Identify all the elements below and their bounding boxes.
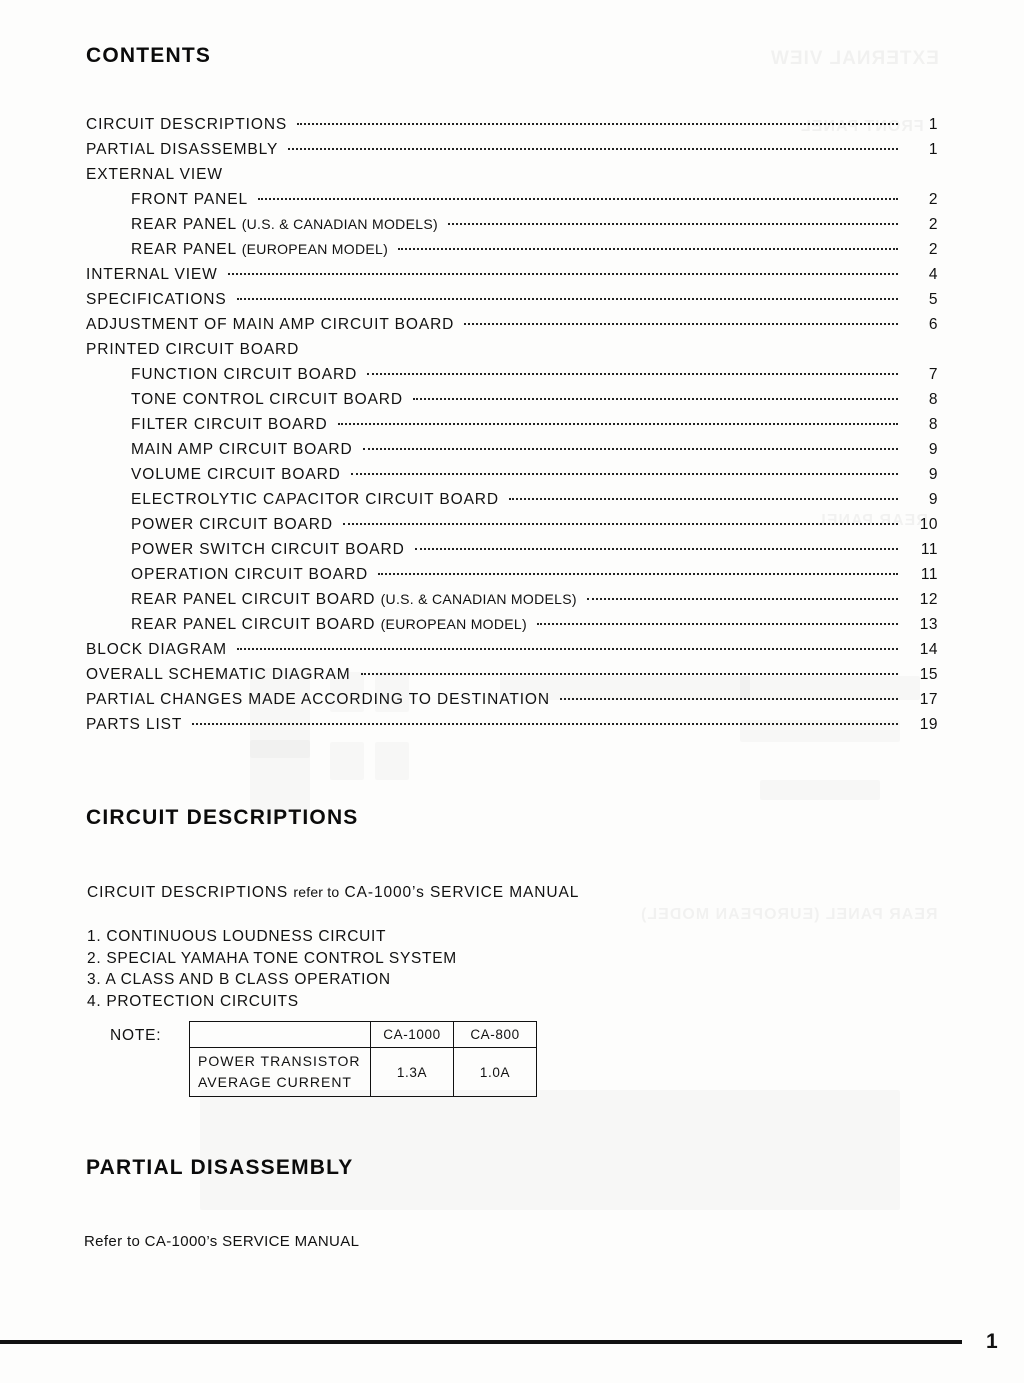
toc-leader-dots	[351, 473, 898, 475]
note-label: NOTE:	[110, 1027, 162, 1044]
toc-entry-label: OPERATION CIRCUIT BOARD	[131, 566, 369, 583]
toc-entry[interactable]	[86, 541, 938, 566]
table-header-row	[190, 1022, 537, 1048]
toc-entry-label: FUNCTION CIRCUIT BOARD	[131, 366, 358, 383]
ghost-diagram	[200, 1090, 900, 1210]
table-header-ca1000: CA-1000	[371, 1022, 454, 1048]
power-transistor-table	[189, 1021, 537, 1097]
toc-leader-dots	[343, 523, 898, 525]
list-item: 4. PROTECTION CIRCUITS	[87, 992, 299, 1010]
toc-entry-qualifier: (EUROPEAN MODEL)	[241, 241, 389, 257]
toc-leader-dots	[237, 298, 898, 300]
toc-entry-qualifier: (EUROPEAN MODEL)	[380, 616, 527, 632]
toc-entry-page-number: 12	[919, 591, 938, 608]
toc-leader-dots	[378, 573, 898, 575]
toc-entry-page-number: 1	[928, 116, 938, 133]
toc-entry[interactable]	[86, 591, 938, 616]
row-label-line1: POWER TRANSISTOR	[198, 1053, 361, 1069]
toc-entry[interactable]	[86, 266, 938, 291]
toc-entry[interactable]	[86, 291, 938, 316]
toc-entry-page-number: 15	[919, 666, 938, 683]
ghost-text	[770, 48, 939, 70]
toc-entry-label: FRONT PANEL	[131, 191, 248, 208]
toc-entry-label: POWER CIRCUIT BOARD	[131, 516, 333, 533]
toc-entry-page-number: 7	[928, 366, 938, 383]
toc-leader-dots	[560, 698, 898, 700]
toc-entry[interactable]	[86, 666, 938, 691]
ghost-diagram	[375, 742, 409, 780]
toc-leader-dots	[258, 198, 898, 200]
toc-entry[interactable]	[86, 391, 938, 416]
toc-entry-label: EXTERNAL VIEW	[86, 166, 223, 183]
toc-entry[interactable]	[86, 466, 938, 491]
toc-entry-page-number: 1	[928, 141, 938, 158]
toc-entry[interactable]	[86, 166, 938, 191]
reference-lower: refer to	[293, 884, 340, 900]
toc-entry-label: VOLUME CIRCUIT BOARD	[131, 466, 341, 483]
toc-leader-dots	[192, 723, 898, 725]
toc-entry[interactable]	[86, 641, 938, 666]
toc-entry[interactable]	[86, 341, 938, 366]
toc-leader-dots	[415, 548, 898, 550]
reference-tail: CA-1000’s SERVICE MANUAL	[344, 884, 580, 901]
toc-entry[interactable]	[86, 616, 938, 641]
table-row	[190, 1048, 537, 1097]
table-of-contents	[86, 116, 938, 741]
toc-leader-dots	[288, 148, 898, 150]
toc-leader-dots	[509, 498, 898, 500]
toc-entry-page-number: 11	[920, 566, 938, 583]
toc-entry-page-number: 4	[928, 266, 938, 283]
toc-entry-label: PARTS LIST	[86, 716, 183, 733]
circuit-descriptions-reference	[87, 884, 579, 902]
toc-entry-page-number: 9	[928, 491, 938, 508]
circuit-descriptions-list	[87, 928, 457, 1014]
toc-entry-page-number: 14	[919, 641, 938, 658]
toc-entry-qualifier: (U.S. & CANADIAN MODELS)	[380, 591, 577, 607]
toc-entry-page-number: 9	[928, 466, 938, 483]
toc-entry-label: BLOCK DIAGRAM	[86, 641, 227, 658]
toc-leader-dots	[338, 423, 898, 425]
toc-entry[interactable]	[86, 566, 938, 591]
toc-entry[interactable]	[86, 691, 938, 716]
toc-entry[interactable]	[86, 241, 938, 266]
toc-entry-label: PARTIAL DISASSEMBLY	[86, 141, 279, 158]
toc-entry[interactable]	[86, 316, 938, 341]
toc-leader-dots	[448, 223, 898, 225]
toc-entry-label: OVERALL SCHEMATIC DIAGRAM	[86, 666, 351, 683]
toc-entry[interactable]	[86, 491, 938, 516]
toc-entry-label: SPECIFICATIONS	[86, 291, 227, 308]
toc-entry-page-number: 8	[928, 391, 938, 408]
table-header-empty	[190, 1022, 371, 1048]
toc-entry[interactable]	[86, 191, 938, 216]
toc-entry-label: REAR PANEL CIRCUIT BOARD (U.S. & CANADIAN MODELS)	[131, 591, 577, 608]
toc-entry-label: ADJUSTMENT OF MAIN AMP CIRCUIT BOARD	[86, 316, 455, 333]
toc-entry-label: REAR PANEL (U.S. & CANADIAN MODELS)	[131, 216, 438, 233]
toc-entry-page-number: 19	[919, 716, 938, 733]
toc-entry-page-number: 5	[928, 291, 938, 308]
toc-leader-dots	[398, 248, 898, 250]
list-item: 2. SPECIAL YAMAHA TONE CONTROL SYSTEM	[87, 949, 457, 967]
toc-leader-dots	[297, 123, 898, 125]
toc-entry-page-number: 17	[919, 691, 938, 708]
toc-leader-dots	[361, 673, 898, 675]
footer-rule	[0, 1340, 962, 1344]
partial-disassembly-heading: PARTIAL DISASSEMBLY	[86, 1156, 354, 1179]
toc-entry[interactable]	[86, 716, 938, 741]
toc-entry-label: PARTIAL CHANGES MADE ACCORDING TO DESTINATION	[86, 691, 550, 708]
toc-entry-page-number: 10	[919, 516, 938, 533]
toc-entry-page-number: 11	[920, 541, 938, 558]
toc-entry-page-number: 9	[928, 441, 938, 458]
toc-entry-label: INTERNAL VIEW	[86, 266, 218, 283]
toc-entry-label: ELECTROLYTIC CAPACITOR CIRCUIT BOARD	[131, 491, 499, 508]
toc-entry-label: PRINTED CIRCUIT BOARD	[86, 341, 300, 358]
toc-leader-dots	[587, 598, 898, 600]
toc-entry-page-number: 2	[928, 241, 938, 258]
toc-entry-label: TONE CONTROL CIRCUIT BOARD	[131, 391, 403, 408]
row-label-line2: AVERAGE CURRENT	[198, 1074, 352, 1090]
list-item: 1. CONTINUOUS LOUDNESS CIRCUIT	[87, 928, 387, 945]
toc-leader-dots	[363, 448, 898, 450]
toc-entry-page-number: 2	[928, 216, 938, 233]
ghost-diagram	[330, 742, 364, 780]
table-cell-ca1000-value: 1.3A	[371, 1048, 454, 1097]
toc-entry-page-number: 6	[928, 316, 938, 333]
toc-entry-page-number: 8	[928, 416, 938, 433]
toc-leader-dots	[537, 623, 898, 625]
toc-entry-page-number: 13	[919, 616, 938, 633]
toc-entry[interactable]	[86, 116, 938, 141]
table-row-label	[190, 1048, 371, 1097]
toc-entry-label: REAR PANEL (EUROPEAN MODEL)	[131, 241, 389, 258]
ghost-diagram	[760, 780, 880, 800]
toc-leader-dots	[367, 373, 898, 375]
toc-entry[interactable]	[86, 416, 938, 441]
table-header-ca800: CA-800	[454, 1022, 537, 1048]
toc-entry[interactable]	[86, 516, 938, 541]
toc-entry-label: MAIN AMP CIRCUIT BOARD	[131, 441, 353, 458]
ghost-text	[640, 906, 938, 924]
toc-entry[interactable]	[86, 441, 938, 466]
toc-entry[interactable]	[86, 366, 938, 391]
list-item: 3. A CLASS AND B CLASS OPERATION	[87, 971, 391, 988]
toc-entry[interactable]	[86, 141, 938, 166]
partial-disassembly-reference: Refer to CA-1000’s SERVICE MANUAL	[84, 1233, 360, 1250]
toc-entry-label: POWER SWITCH CIRCUIT BOARD	[131, 541, 405, 558]
reference-main: CIRCUIT DESCRIPTIONS	[87, 884, 289, 901]
table-cell-ca800-value: 1.0A	[454, 1048, 537, 1097]
toc-entry[interactable]	[86, 216, 938, 241]
toc-entry-label: REAR PANEL CIRCUIT BOARD (EUROPEAN MODEL)	[131, 616, 527, 633]
toc-leader-dots	[237, 648, 898, 650]
toc-entry-label: CIRCUIT DESCRIPTIONS	[86, 116, 288, 133]
toc-leader-dots	[228, 273, 898, 275]
toc-entry-page-number: 2	[928, 191, 938, 208]
toc-entry-qualifier: (U.S. & CANADIAN MODELS)	[241, 216, 438, 232]
toc-entry-label: FILTER CIRCUIT BOARD	[131, 416, 328, 433]
circuit-descriptions-heading: CIRCUIT DESCRIPTIONS	[86, 806, 359, 829]
toc-leader-dots	[464, 323, 898, 325]
toc-leader-dots	[413, 398, 898, 400]
footer-page-number: 1	[986, 1330, 998, 1353]
contents-heading: CONTENTS	[86, 44, 212, 67]
